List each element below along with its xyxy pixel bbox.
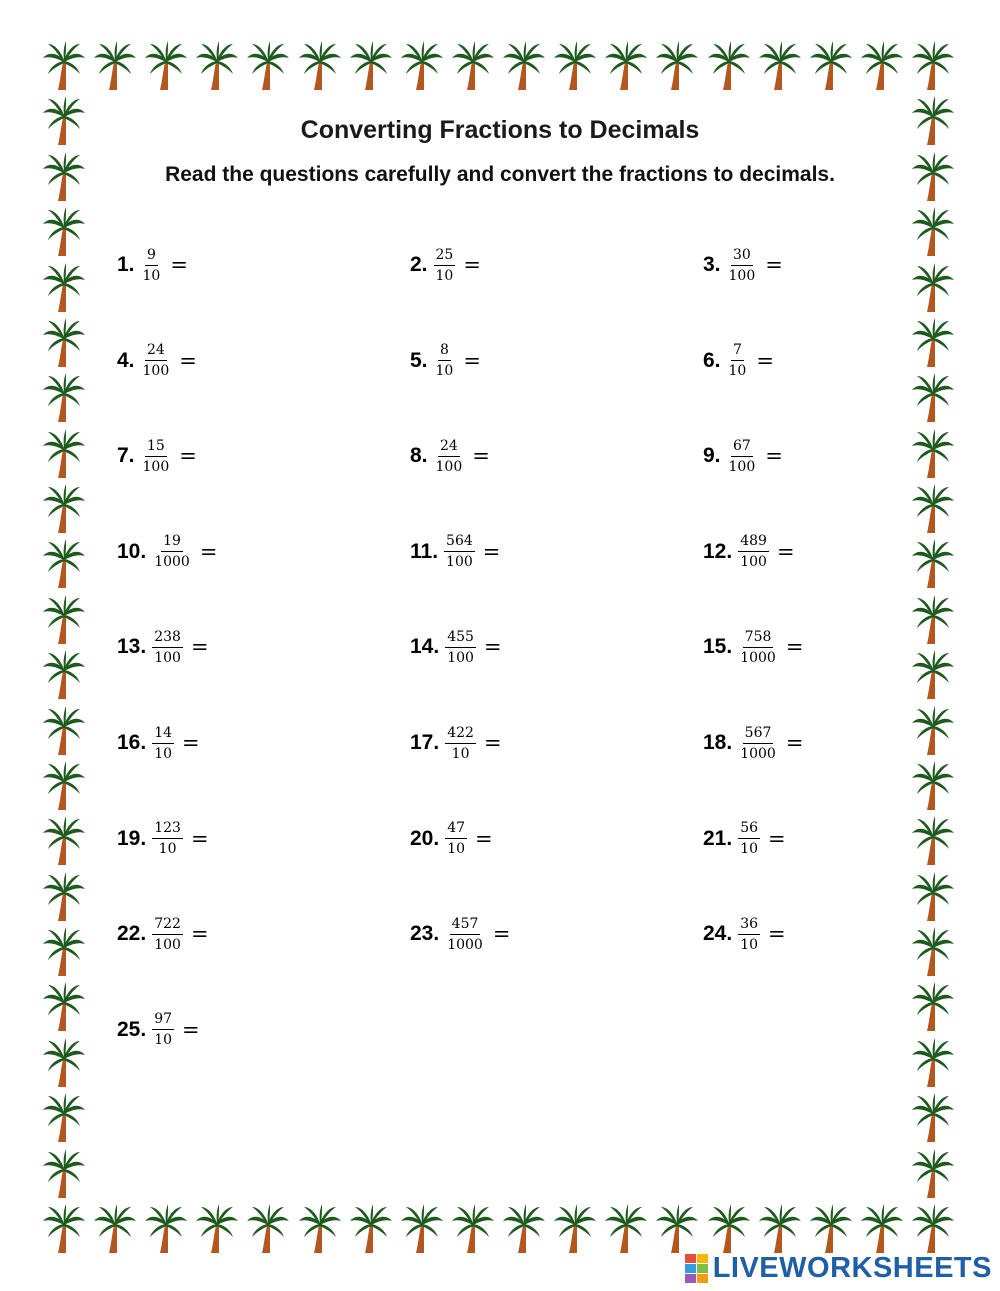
fraction: [738, 726, 778, 761]
palm-tree-icon: [655, 40, 699, 92]
problem-number: 23.: [410, 922, 440, 946]
fraction: [738, 821, 760, 856]
palm-tree-icon: [42, 483, 86, 535]
palm-tree-icon: [349, 40, 393, 92]
fraction-numerator: 722: [152, 917, 183, 935]
fraction-denominator: 100: [154, 936, 181, 953]
palm-tree-icon: [42, 981, 86, 1033]
palm-tree-icon: [911, 649, 955, 701]
palm-tree-icon: [93, 40, 137, 92]
problem-item: [703, 527, 795, 577]
palm-tree-icon: [655, 1203, 699, 1255]
equals-sign: =: [475, 826, 493, 851]
equals-sign: =: [182, 731, 200, 755]
problem-item: [410, 814, 493, 864]
fraction-numerator: 457: [450, 917, 481, 935]
problem-number: 16.: [117, 731, 147, 754]
palm-tree-icon: [860, 1203, 904, 1255]
palm-tree-icon: [195, 1203, 239, 1255]
fraction-denominator: 10: [740, 936, 759, 953]
equals-sign: =: [190, 635, 209, 660]
palm-tree-icon: [502, 1203, 546, 1255]
palm-tree-icon: [758, 1203, 802, 1255]
problem-number: 3.: [703, 253, 721, 276]
fraction-denominator: 10: [154, 1032, 173, 1049]
problem-item: [117, 814, 209, 864]
palm-tree-icon: [42, 871, 86, 923]
palm-tree-icon: [42, 206, 86, 258]
equals-sign: =: [463, 253, 481, 277]
problem-number: 7.: [117, 444, 135, 468]
palm-tree-icon: [42, 705, 86, 757]
palm-tree-icon: [400, 1203, 444, 1255]
problem-item: [410, 527, 500, 577]
fraction-numerator: 47: [445, 821, 467, 839]
problem-number: 14.: [410, 635, 440, 659]
equals-sign: =: [182, 1017, 200, 1042]
fraction-denominator: 100: [446, 554, 473, 571]
palm-tree-icon: [42, 594, 86, 646]
fraction: [141, 439, 172, 474]
problem-item: [703, 814, 786, 864]
equals-sign: =: [768, 922, 786, 947]
palm-tree-icon: [298, 1203, 342, 1255]
problem-item: [117, 909, 209, 959]
problem-number: 24.: [703, 922, 733, 946]
problem-number: 8.: [410, 444, 428, 468]
fraction: [152, 821, 183, 856]
problem-item: [703, 240, 783, 290]
fraction-denominator: 10: [154, 745, 173, 762]
fraction-numerator: 564: [444, 534, 475, 552]
palm-tree-icon: [400, 40, 444, 92]
palm-tree-icon: [553, 1203, 597, 1255]
problem-number: 22.: [117, 922, 147, 946]
problem-number: 21.: [703, 826, 733, 850]
problem-item: [117, 240, 188, 290]
fraction: [152, 1012, 174, 1047]
palm-tree-icon: [911, 1203, 955, 1255]
equals-sign: =: [179, 444, 197, 469]
fraction-denominator: 100: [447, 649, 474, 666]
problem-number: 6.: [703, 348, 721, 372]
palm-tree-icon: [144, 1203, 188, 1255]
palm-tree-icon: [42, 1037, 86, 1089]
equals-sign: =: [483, 635, 502, 660]
fraction: [738, 630, 778, 665]
fraction-denominator: 10: [447, 841, 466, 858]
fraction-denominator: 100: [740, 554, 767, 571]
palm-tree-icon: [911, 1092, 955, 1144]
equals-sign: =: [482, 539, 501, 564]
fraction-numerator: 7: [731, 343, 744, 361]
problem-number: 5.: [410, 348, 428, 372]
equals-sign: =: [199, 539, 218, 564]
palm-tree-icon: [42, 760, 86, 812]
problem-number: 1.: [117, 253, 135, 276]
problem-item: [117, 336, 197, 386]
problem-number: 10.: [117, 539, 147, 563]
palm-tree-icon: [246, 40, 290, 92]
problem-number: 13.: [117, 635, 147, 659]
palm-tree-icon: [42, 40, 86, 92]
palm-tree-icon: [911, 760, 955, 812]
problem-number: 4.: [117, 348, 135, 372]
palm-tree-icon: [451, 40, 495, 92]
problem-number: 25.: [117, 1017, 147, 1041]
fraction-denominator: 10: [158, 841, 177, 858]
palm-tree-icon: [911, 372, 955, 424]
fraction-numerator: 758: [743, 630, 774, 648]
palm-tree-icon: [42, 1092, 86, 1144]
fraction-numerator: 15: [145, 439, 167, 457]
fraction-denominator: 100: [435, 458, 463, 475]
fraction: [434, 439, 465, 474]
palm-tree-icon: [604, 40, 648, 92]
palm-tree-icon: [42, 262, 86, 314]
problem-item: [703, 336, 774, 386]
fraction-denominator: 1000: [740, 745, 776, 762]
fraction-denominator: 100: [728, 267, 756, 284]
fraction-numerator: 567: [743, 726, 774, 744]
fraction: [727, 248, 758, 283]
palm-tree-icon: [604, 1203, 648, 1255]
fraction-numerator: 36: [738, 917, 760, 935]
equals-sign: =: [776, 539, 795, 564]
palm-tree-icon: [42, 538, 86, 590]
fraction: [445, 630, 476, 665]
palm-tree-icon: [144, 40, 188, 92]
problem-number: 19.: [117, 826, 147, 850]
fraction-numerator: 24: [145, 343, 167, 361]
fraction-denominator: 1000: [740, 649, 776, 666]
equals-sign: =: [765, 444, 783, 469]
equals-sign: =: [785, 731, 804, 755]
palm-tree-icon: [911, 483, 955, 535]
palm-tree-icon: [42, 926, 86, 978]
problem-number: 12.: [703, 539, 733, 563]
problem-number: 15.: [703, 635, 733, 659]
palm-tree-icon: [42, 428, 86, 480]
fraction-denominator: 10: [740, 841, 759, 858]
palm-tree-icon: [911, 428, 955, 480]
equals-sign: =: [190, 922, 209, 947]
palm-tree-icon: [911, 926, 955, 978]
equals-sign: =: [768, 826, 786, 851]
equals-sign: =: [785, 635, 804, 660]
palm-tree-icon: [42, 317, 86, 369]
palm-tree-icon: [298, 40, 342, 92]
problem-number: 11.: [410, 539, 439, 563]
problem-item: [703, 622, 803, 672]
palm-tree-icon: [93, 1203, 137, 1255]
palm-tree-icon: [809, 40, 853, 92]
fraction-denominator: 100: [728, 458, 756, 475]
fraction-denominator: 100: [154, 649, 181, 666]
problem-number: 20.: [410, 826, 440, 850]
problem-number: 18.: [703, 731, 733, 754]
fraction: [445, 821, 467, 856]
palm-tree-icon: [911, 594, 955, 646]
fraction: [152, 726, 174, 761]
fraction: [445, 726, 476, 761]
problem-item: [410, 718, 502, 768]
equals-sign: =: [170, 253, 188, 277]
fraction-numerator: 14: [152, 726, 174, 744]
fraction: [738, 534, 769, 569]
fraction-numerator: 24: [438, 439, 460, 457]
equals-sign: =: [472, 444, 490, 469]
problem-number: 9.: [703, 444, 721, 468]
problem-item: [410, 336, 481, 386]
fraction-numerator: 489: [738, 534, 769, 552]
fraction-numerator: 67: [731, 439, 753, 457]
fraction: [727, 343, 749, 378]
palm-tree-icon: [451, 1203, 495, 1255]
fraction: [434, 248, 456, 283]
fraction-numerator: 9: [145, 248, 158, 266]
problem-item: [117, 718, 200, 768]
palm-tree-icon: [911, 1148, 955, 1200]
page-title: Converting Fractions to Decimals: [300, 116, 700, 144]
fraction-denominator: 10: [728, 363, 747, 380]
fraction-denominator: 10: [435, 267, 454, 284]
palm-tree-icon: [911, 705, 955, 757]
fraction-denominator: 10: [435, 363, 454, 380]
fraction: [152, 630, 183, 665]
palm-tree-icon: [553, 40, 597, 92]
palm-tree-icon: [911, 317, 955, 369]
palm-tree-icon: [758, 40, 802, 92]
palm-tree-icon: [911, 206, 955, 258]
fraction: [434, 343, 456, 378]
palm-tree-icon: [911, 981, 955, 1033]
problem-item: [117, 622, 209, 672]
problem-item: [410, 240, 481, 290]
palm-tree-icon: [42, 372, 86, 424]
equals-sign: =: [492, 922, 511, 947]
problem-number: 2.: [410, 253, 428, 276]
palm-tree-icon: [860, 40, 904, 92]
fraction: [141, 248, 163, 283]
problem-item: [410, 431, 490, 481]
fraction-denominator: 1000: [154, 554, 190, 571]
brand-text: LIVEWORKSHEETS: [712, 1252, 992, 1284]
palm-tree-icon: [502, 40, 546, 92]
palm-tree-icon: [349, 1203, 393, 1255]
problem-item: [703, 718, 803, 768]
equals-sign: =: [463, 348, 481, 373]
fraction-denominator: 10: [451, 745, 470, 762]
equals-sign: =: [190, 826, 209, 851]
problem-item: [703, 431, 783, 481]
liveworksheets-logo-icon: [685, 1254, 709, 1284]
fraction-numerator: 19: [161, 534, 183, 552]
palm-tree-icon: [246, 1203, 290, 1255]
palm-tree-icon: [911, 40, 955, 92]
fraction: [738, 917, 760, 952]
palm-tree-icon: [911, 262, 955, 314]
palm-tree-icon: [42, 815, 86, 867]
fraction-numerator: 97: [152, 1012, 174, 1030]
palm-tree-icon: [911, 538, 955, 590]
problem-item: [410, 622, 502, 672]
problem-item: [410, 909, 510, 959]
fraction-denominator: 1000: [447, 936, 483, 953]
palm-tree-icon: [42, 649, 86, 701]
fraction-numerator: 25: [434, 248, 456, 266]
equals-sign: =: [179, 348, 197, 373]
fraction-denominator: 100: [142, 458, 170, 475]
palm-tree-icon: [911, 815, 955, 867]
fraction: [152, 917, 183, 952]
fraction-numerator: 30: [731, 248, 753, 266]
fraction-numerator: 455: [445, 630, 476, 648]
equals-sign: =: [483, 731, 502, 755]
fraction: [445, 917, 485, 952]
fraction: [152, 534, 192, 569]
fraction: [727, 439, 758, 474]
palm-tree-icon: [707, 1203, 751, 1255]
problem-item: [117, 527, 217, 577]
palm-tree-icon: [809, 1203, 853, 1255]
fraction-numerator: 238: [152, 630, 183, 648]
equals-sign: =: [765, 253, 783, 277]
fraction-numerator: 123: [152, 821, 183, 839]
fraction: [444, 534, 475, 569]
palm-tree-icon: [911, 871, 955, 923]
problem-number: 17.: [410, 731, 440, 754]
palm-tree-icon: [195, 40, 239, 92]
fraction-numerator: 8: [438, 343, 451, 361]
problem-item: [703, 909, 786, 959]
fraction-denominator: 10: [142, 267, 161, 284]
problem-item: [117, 431, 197, 481]
liveworksheets-branding[interactable]: [685, 1252, 992, 1285]
palm-tree-icon: [707, 40, 751, 92]
problem-item: [117, 1005, 200, 1055]
fraction-denominator: 100: [142, 363, 170, 380]
palm-tree-icon: [911, 1037, 955, 1089]
fraction: [141, 343, 172, 378]
fraction-numerator: 422: [445, 726, 476, 744]
palm-tree-icon: [42, 1148, 86, 1200]
instructions-text: Read the questions carefully and convert the fractions to decimals.: [165, 163, 835, 186]
fraction-numerator: 56: [738, 821, 760, 839]
equals-sign: =: [756, 348, 774, 373]
palm-tree-icon: [42, 1203, 86, 1255]
